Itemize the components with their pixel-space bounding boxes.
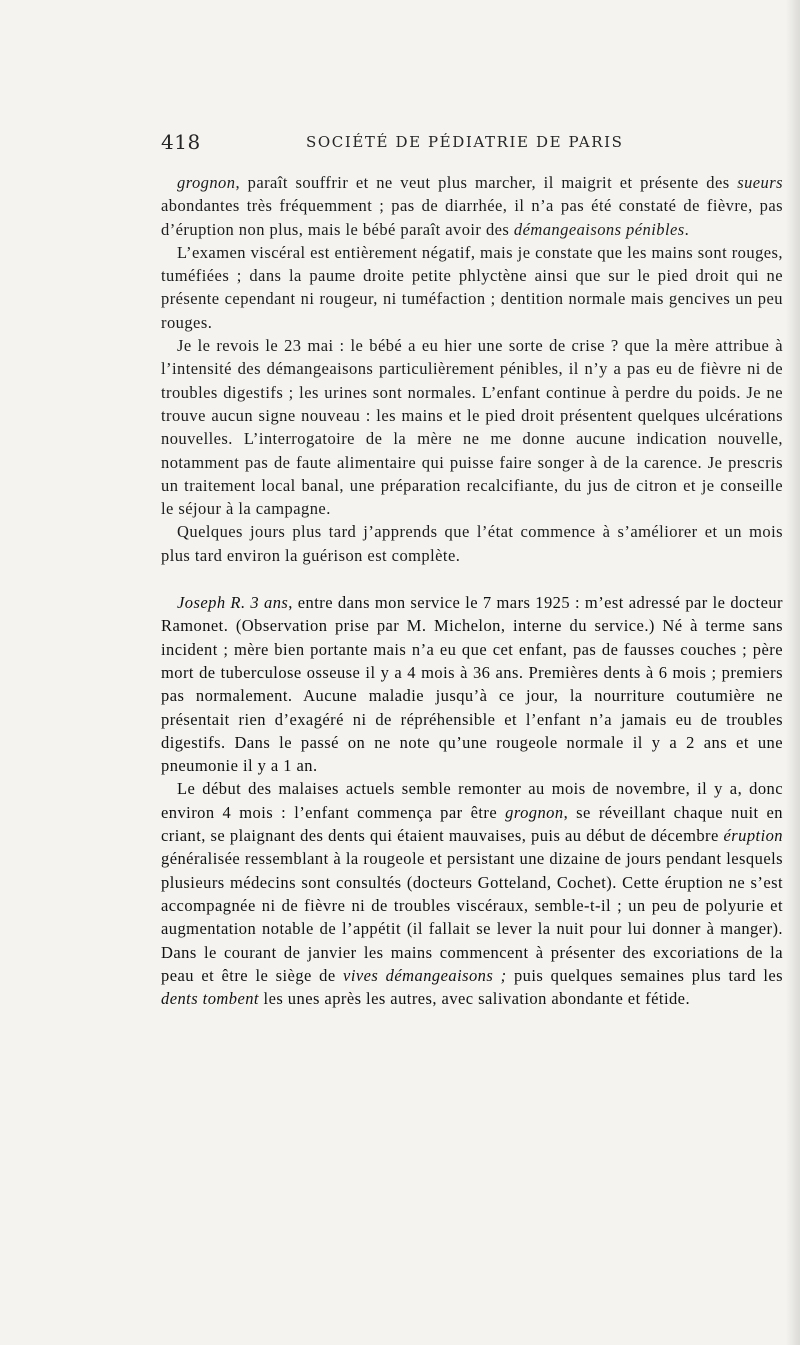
paragraph-1 [161,171,783,241]
page-number: 418 [161,130,201,154]
text-span: grognon [505,802,564,822]
text-span: , se réveillant chaque nuit en criant, se plaignant des dents qui étaient mauvaises, puis au début de décembre [161,802,783,846]
text-span: Joseph R. 3 ans [177,593,289,613]
text-span: Quelques jours plus tard j’apprends que l’état commence à s’améliorer et un mois plus tard environ la guérison est complète. [161,522,783,565]
text-span: sueurs [737,173,783,192]
text-span: vives démangeaisons ; [343,965,507,985]
body-text [161,171,783,1010]
text-span: grognon [177,173,236,192]
text-span: , entre dans mon service le 7 mars 1925 : m’est adressé par le docteur Ramonet. (Observation prise par M. Michelon, interne du service.) Né à terme sans incident ; mère bien portante mais n’a eu que cet enfant, pas de fausses couches ; père mort de tuberculose osseuse il y a 4 mois à 36 ans. Premières dents à 6 mois ; premiers pas normalement. Aucune maladie jusqu’à ce jour, la nourriture coutumière ne présentait rien d’exagéré ni de répréhensible et l’enfant n’a jamais eu de troubles digestifs. Dans le passé on ne note qu’une rougeole normale il y a 2 ans et une pneumonie il y a 1 an. [161,593,783,776]
text-span: abondantes très fréquemment ; pas de diarrhée, il n’a pas été constaté de fièvre, pas d’éruption non plus, mais le bébé paraît avoir des [161,196,783,239]
text-span: les unes après les autres, avec salivation abondante et fétide. [258,989,691,1009]
text-span: L’examen viscéral est entièrement négatif, mais je constate que les mains sont rouges, tuméfiées ; dans la paume droite petite phlyctène ainsi que sur le pied droit qui ne présente cependant ni rougeur, ni tuméfaction ; dentition normale mais gencives un peu rouges. [161,242,783,332]
text-span: puis quelques semaines plus tard les [506,965,783,985]
page-header [161,130,783,154]
text-span: , paraît souffrir et ne veut plus marcher, il maigrit et présente des [235,173,738,192]
paragraph-3 [161,334,783,520]
paragraph-4 [161,520,783,567]
text-span: dents tombent [161,989,259,1009]
paragraph-6 [161,777,783,1010]
text-span: démangeaisons pénibles [513,219,685,239]
running-head: SOCIÉTÉ DE PÉDIATRIE DE PARIS [306,133,624,151]
paragraph-2 [161,241,783,334]
scan-edge-shadow [786,0,800,1345]
text-span: Je le revois le 23 mai : le bébé a eu hier une sorte de crise ? que la mère attribue à l’intensité des démangeaisons particulièrement pénibles, il n’y a pas eu de fièvre ni de troubles digestifs ; les urines sont normales. L’enfant continue à perdre du poids. Je ne trouve aucun signe nouveau : les mains et le pied droit présentent quelques ulcérations nouvelles. L’interrogatoire de la mère ne me donne aucune indication nouvelle, notamment pas de faute alimentaire qui puisse faire songer à de la carence. Je prescris un traitement local banal, une préparation recalcifiante, du jus de citron et je conseille le séjour à la campagne. [161,336,783,519]
text-span: généralisée ressemblant à la rougeole et persistant une dizaine de jours pendant lesquels plusieurs médecins sont consultés (docteurs Gotteland, Cochet). Cette éruption ne s’est accompagnée ni de fièvre ni de troubles viscéraux, semble-t-il ; un peu de polyurie et augmentation notable de l’appétit (il fallait se lever la nuit pour lui donner à manger). Dans le courant de janvier les mains commencent à présenter des excoriations de la peau et être le siège de [161,849,783,985]
text-span: . [684,219,690,239]
text-span: Le début des malaises actuels semble remonter au mois de novembre, il y a, donc environ 4 mois : l’enfant commença par être [161,779,783,822]
text-span: éruption [723,826,783,846]
paragraph-5 [161,591,783,777]
